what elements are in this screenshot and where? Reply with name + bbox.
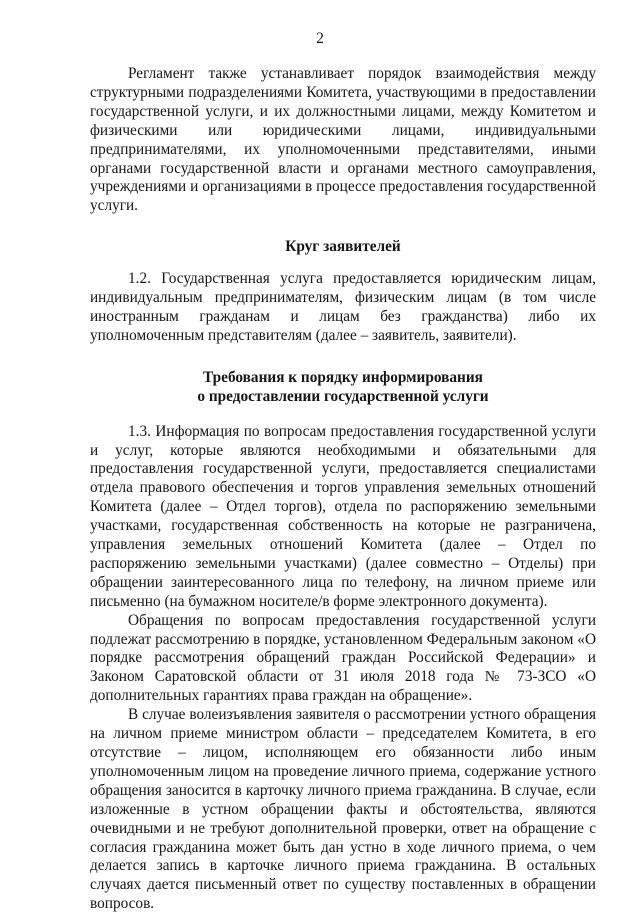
paragraph-oral-appeal: В случае волеизъявления заявителя о рассмотрении устного обращения на личном приеме министром области – председателем Комитета, в его отсутствие – лицом, исполняющем его обязанности либо иным уполномоченным лицом на проведение личного приема, содержание устного обращения заносится в карточку личного приема гражданина. В случае, если изложенные в устном обращении факты и обстоятельства, являются очевидными и не требуют дополнительной проверки, ответ на обращение с согласия гражданина может быть дан устно в ходе личного приема, о чем делается запись в карточке личного приема гражданина. В остальных случаях дается письменный ответ по существу поставленных в обращении вопросов.: [90, 706, 596, 913]
paragraph-regulation-scope: Регламент также устанавливает порядок взаимодействия между структурными подразделениями Комитета, участвующими в предоставлении государственной услуги, и их должностными лицами, между Комитетом и физическими или юридическими лицами, индивидуальными предпринимателями, их уполномоченными представителями, иными органами государственной власти и органами местного самоуправления, учреждениями и организациями в процессе предоставления государственной услуги.: [90, 65, 596, 215]
heading-applicants: Круг заявителей: [285, 238, 401, 256]
paragraph-1-3: 1.3. Информация по вопросам предоставления государственной услуги и услуг, которые являются необходимыми и обязательными для предоставления государственной услуги, предоставляется специалистами отдела правового обеспечения и торгов управления земельных отношений Комитета (далее – Отдел торгов), отдела по распоряжению земельными участками, государственная собственность на которые не разграничена, управления земельных отношений Комитета (далее – Отдел по распоряжению земельными участками) (далее совместно – Отделы) при обращении заинтересованного лица по телефону, на личном приеме или письменно (на бумажном носителе/в форме электронного документа).: [90, 422, 596, 610]
heading-information-requirements: [90, 369, 596, 407]
heading-line-1: Требования к порядку информирования: [203, 368, 483, 386]
paragraph-appeals: Обращения по вопросам предоставления государственной услуги подлежат рассмотрению в порядке, установленном Федеральным законом «О порядке рассмотрения обращений граждан Российской Федерации» и Законом Саратовской области от 31 июля 2018 года № 73-ЗСО «О дополнительных гарантиях права граждан на обращение».: [90, 611, 596, 705]
document-body: [90, 65, 596, 914]
page-number: 2: [316, 30, 324, 47]
heading-line-2: о предоставлении государственной услуги: [197, 387, 489, 405]
paragraph-1-2: 1.2. Государственная услуга предоставляется юридическим лицам, индивидуальным предпринимателям, физическим лицам (в том числе иностранным гражданам и лицам без гражданства) либо их уполномоченным представителям (далее – заявитель, заявители).: [90, 270, 596, 344]
